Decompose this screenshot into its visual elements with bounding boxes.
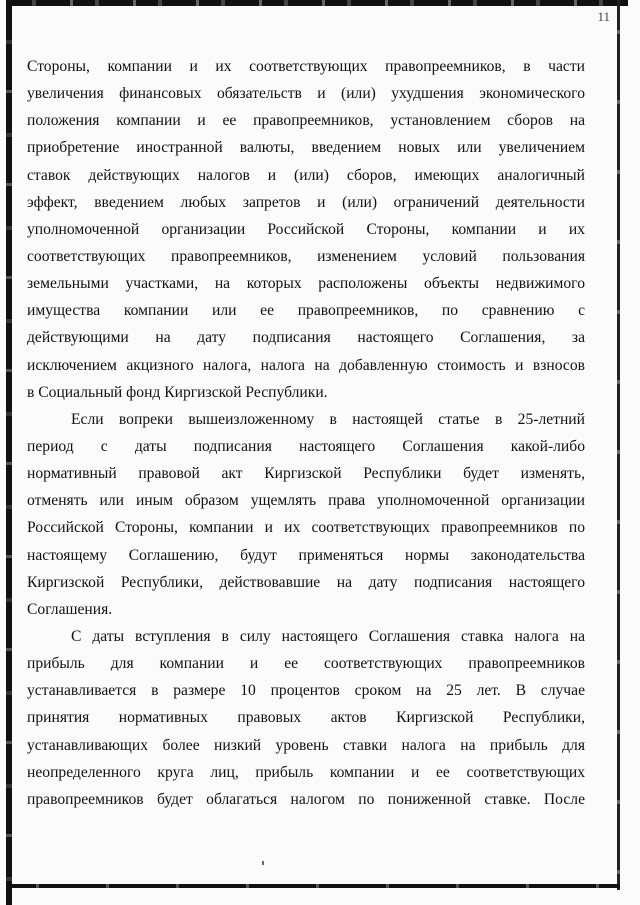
text-line: Если вопреки вышеизложенному в настоящей статье в 25-летний	[71, 410, 585, 428]
text-line: принятия нормативных правовых актов Киргизской Республики,	[27, 709, 585, 727]
text-line: настоящему Соглашению, будут применяться нормы законодательства	[27, 546, 585, 564]
text-line: земельными участками, на которых расположены объекты недвижимого	[27, 275, 585, 293]
text-line: исключением акцизного налога, налога на добавленную стоимость и взносов	[27, 356, 585, 374]
document-body	[27, 53, 585, 813]
text-line: С даты вступления в силу настоящего Соглашения ставка налога на	[71, 627, 585, 645]
text-line: ставок действующих налогов и (или) сборов, имеющих аналогичный	[27, 166, 585, 184]
text-line: положения компании и ее правопреемников, установлением сборов на	[27, 112, 585, 130]
text-line: Соглашения.	[27, 600, 113, 618]
text-line: приобретение иностранной валюты, введением новых или увеличением	[27, 139, 585, 157]
text-line: устанавливается в размере 10 процентов сроком на 25 лет. В случае	[27, 682, 585, 700]
text-line: правопреемников будет облагаться налогом по пониженной ставке. После	[27, 790, 585, 808]
text-line: устанавливающих более низкий уровень ставки налога на прибыль для	[27, 736, 585, 754]
text-line: период с даты подписания настоящего Соглашения какой-либо	[27, 437, 585, 455]
text-line: имущества компании или ее правопреемников, по сравнению с	[27, 302, 585, 320]
text-line: действующими на дату подписания настоящего Соглашения, за	[27, 329, 585, 347]
page-border-top	[10, 0, 628, 6]
page-border-right	[617, 0, 620, 890]
text-line: Стороны, компании и их соответствующих правопреемников, в части	[27, 58, 585, 75]
text-line: уполномоченной организации Российской Стороны, компании и их	[27, 220, 585, 238]
text-line: соответствующих правопреемников, изменением условий пользования	[27, 247, 585, 265]
text-line: Киргизской Республики, действовавшие на дату подписания настоящего	[27, 573, 585, 591]
page-border-bottom	[6, 884, 620, 888]
text-line: Российской Стороны, компании и их соответствующих правопреемников по	[27, 519, 585, 537]
text-line: в Социальный фонд Киргизской Республики.	[27, 383, 328, 401]
text-line: увеличения финансовых обязательств и (или) ухудшения экономического	[27, 85, 585, 103]
text-line: прибыль для компании и ее соответствующих правопреемников	[27, 655, 585, 673]
text-line: нормативный правовой акт Киргизской Республики будет изменять,	[27, 465, 585, 483]
page-border-left	[6, 0, 12, 905]
text-line: эффект, введением любых запретов и (или) ограничений деятельности	[27, 193, 585, 211]
text-line: отменять или иным образом ущемлять права уполномоченной организации	[27, 492, 585, 510]
text-line: неопределенного круга лиц, прибыль компании и ее соответствующих	[27, 763, 585, 781]
page-number: 11	[597, 9, 610, 24]
scan-speck	[262, 861, 264, 865]
